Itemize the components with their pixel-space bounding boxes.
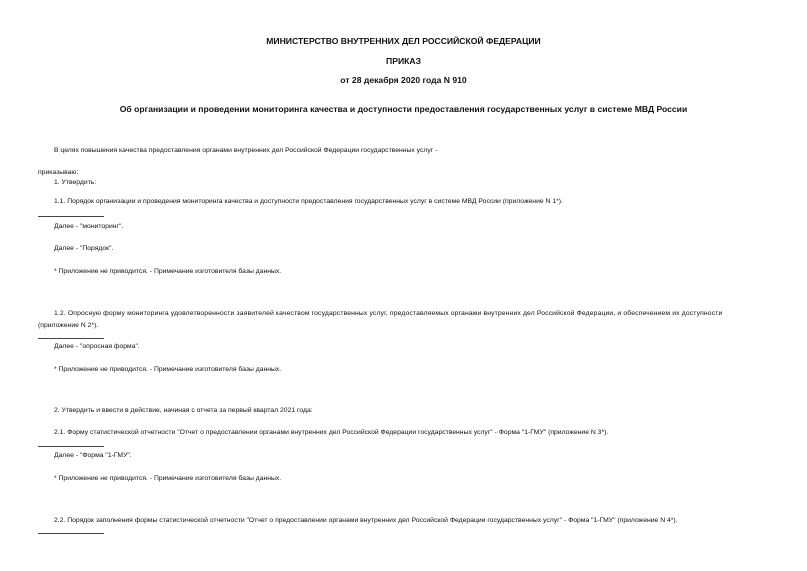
item-2-2: 2.2. Порядок заполнения формы статистической отчетности "Отчет о предоставлении органами внутренних дел Российской Федерации государственных услуг" - Форма "1-ГМУ" (приложение N 4*).: [54, 517, 678, 524]
footnote-1b: Далее - "Порядок".: [54, 245, 114, 252]
footnote-3a: Далее - "Форма "1-ГМУ".: [54, 452, 132, 459]
item-1-2-line-2: (приложение N 2*).: [38, 322, 99, 329]
footnote-separator: [38, 533, 104, 534]
item-2: 2. Утвердить и ввести в действие, начиная с отчета за первый квартал 2021 года:: [54, 407, 313, 414]
preamble-paragraph: В целях повышения качества предоставления органами внутренних дел Российской Федерации государственных услуг -: [54, 147, 438, 154]
item-2-1: 2.1. Форму статистической отчетности "Отчет о предоставлении органами внутренних дел Российской Федерации государственных услуг" - Форма "1-ГМУ" (приложение N 3*).: [54, 429, 609, 436]
footnote-2a: Далее - "опросная форма".: [54, 343, 140, 350]
footnote-separator: [38, 446, 104, 447]
item-1-2-line-1: 1.2. Опросную форму мониторинга удовлетворенности заявителей качеством государственных услуг, предоставляемых органами внутренних дел Российской Федерации, и обеспечением их доступности: [54, 310, 723, 317]
note-2: * Приложение не приводится. - Примечание изготовителя базы данных.: [54, 366, 282, 373]
footnote-separator: [38, 338, 104, 339]
subject-heading: Об организации и проведении мониторинга качества и доступности предоставления государственных услуг в системе МВД России: [119, 104, 688, 114]
ministry-heading: МИНИСТЕРСТВО ВНУТРЕННИХ ДЕЛ РОССИЙСКОЙ ФЕДЕРАЦИИ: [266, 36, 541, 46]
date-number-heading: от 28 декабря 2020 года N 910: [340, 75, 467, 85]
order-word: приказываю:: [38, 169, 79, 176]
doc-type-heading: ПРИКАЗ: [386, 56, 421, 66]
note-1: * Приложение не приводится. - Примечание изготовителя базы данных.: [54, 268, 282, 275]
footnote-1a: Далее - "мониторинг".: [54, 223, 124, 230]
note-3: * Приложение не приводится. - Примечание изготовителя базы данных.: [54, 475, 282, 482]
item-1: 1. Утвердить:: [54, 179, 97, 186]
item-1-1: 1.1. Порядок организации и проведения мониторинга качества и доступности предоставления государственных услуг в системе МВД России (приложение N 1*).: [54, 198, 563, 205]
footnote-separator: [38, 216, 104, 217]
